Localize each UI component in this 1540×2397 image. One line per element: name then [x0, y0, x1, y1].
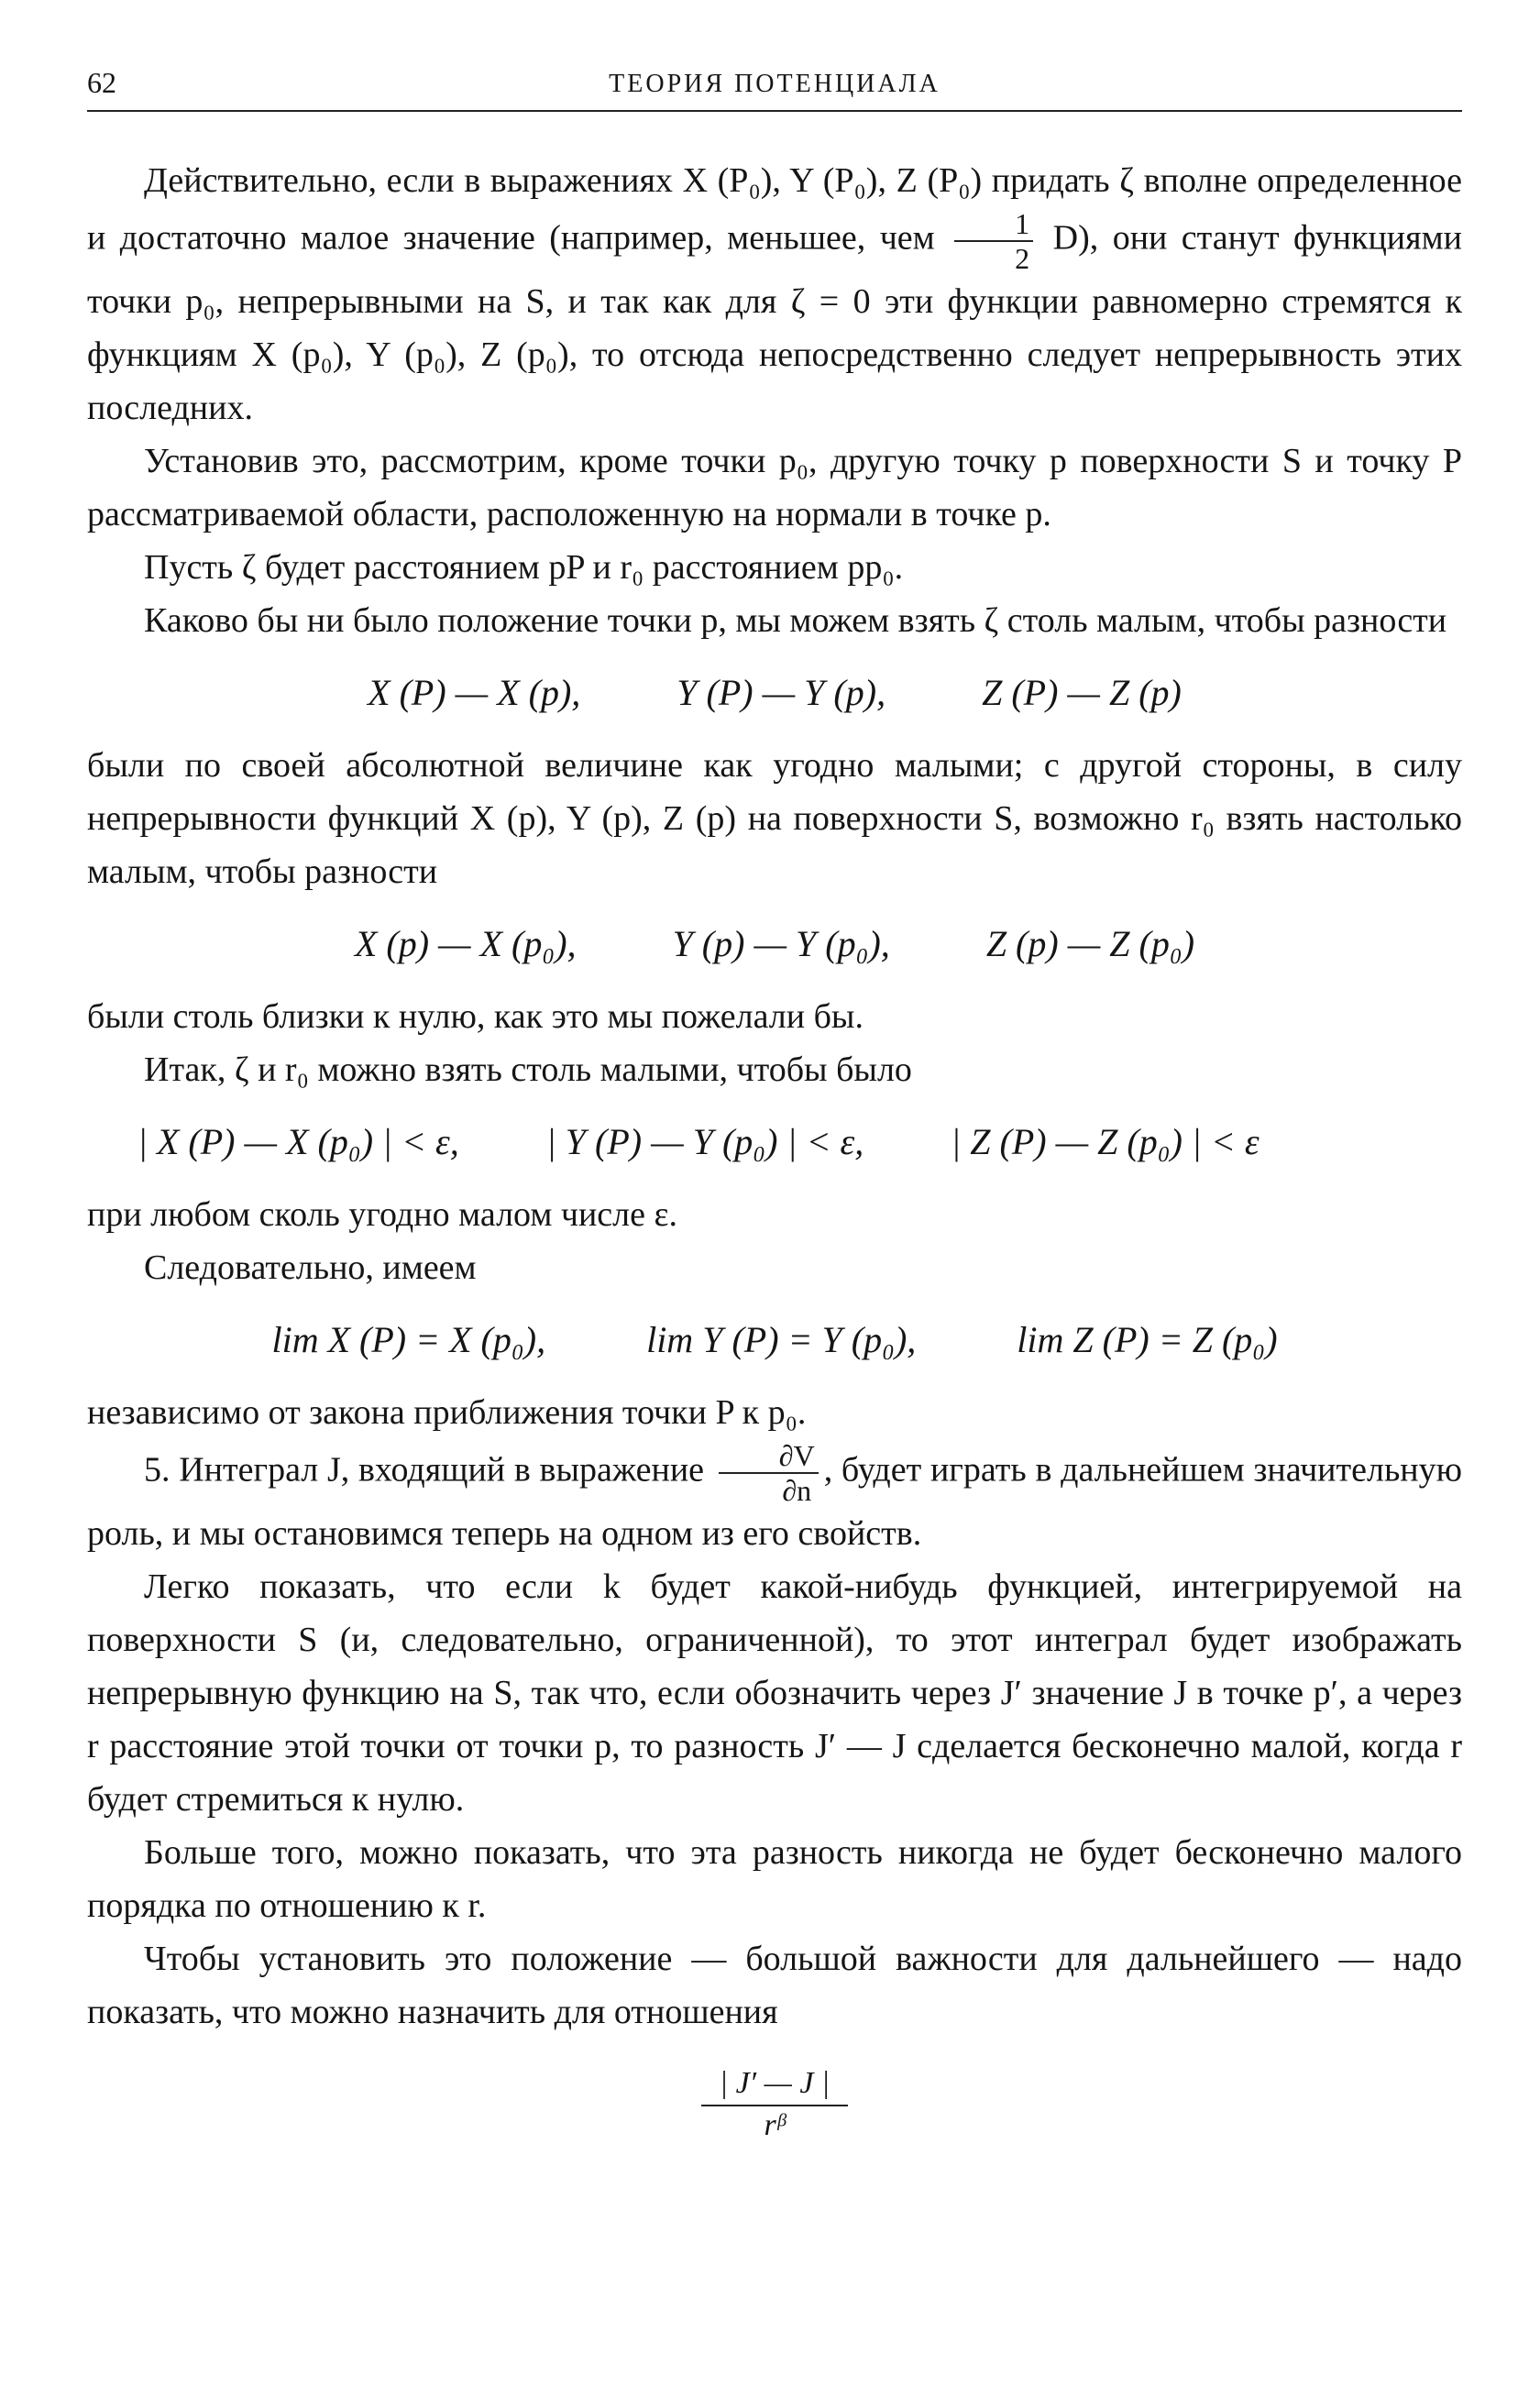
equation-differences-2: X (p) — X (p₀), Y (p) — Y (p₀), Z (p) — Z (p₀): [354, 923, 1195, 964]
equation-differences-1: X (P) — X (p), Y (P) — Y (p), Z (P) — Z (p): [368, 672, 1182, 713]
paragraph-any-epsilon: при любом сколь угодно малом числе ε.: [87, 1195, 677, 1234]
running-title: ТЕОРИЯ ПОТЕНЦИАЛА: [609, 70, 940, 98]
paragraph-consequently: Следовательно, имеем: [144, 1248, 477, 1287]
page-body: [87, 154, 1462, 2143]
paragraph-distances: Пусть ζ будет расстоянием pP и r₀ расстоянием pp₀.: [144, 548, 904, 587]
page-number: 62: [87, 66, 116, 99]
paragraph-thus: Итак, ζ и r₀ можно взять столь малыми, чтобы было: [144, 1050, 912, 1089]
paragraph-independent: независимо от закона приближения точки P к p₀.: [87, 1393, 807, 1432]
fraction-dv-dn: $\frac{\partial V}{\partial n}$: [719, 1439, 819, 1507]
paragraph-close-to-zero: были столь близки к нулю, как это мы пожелали бы.: [87, 997, 864, 1036]
paragraph-text: Действительно, если в выражениях X (P₀), Y (P₀), Z (P₀) придать ζ вполне определенное и достаточно малое значение (например, меньшее, чем: [87, 161, 1462, 258]
paragraph-small-zeta: Каково бы ни было положение точки p, мы можем взять ζ столь малым, чтобы разности: [144, 601, 1447, 640]
equation-limits: lim X (P) = X (p₀), lim Y (P) = Y (p₀), lim Z (P) = Z (p₀): [271, 1319, 1278, 1360]
paragraph-continuity: [87, 154, 1462, 434]
equation-epsilon-bounds: | X (P) — X (p₀) | < ε, | Y (P) — Y (p₀) | < ε, | Z (P) — Z (p₀) | < ε: [138, 1121, 1260, 1162]
paragraph-to-establish: Чтобы установить это положение — большой важности для дальнейшего — надо показать, что можно назначить для отношения: [87, 1940, 1462, 2031]
paragraph-section-5: 5. Интеграл J, входящий в выражение $\frac{\partial V}{\partial n}$ , будет играть в дальнейшем значительную роль, и мы остановимся теперь на одном из его свойств.: [87, 1439, 1463, 1553]
paragraph-setup: Установив это, рассмотрим, кроме точки p₀, другую точку p поверхности S и точку P рассматриваемой области, расположенную на нормали в точке p.: [87, 442, 1462, 533]
page-header: [87, 62, 1462, 112]
final-fraction-denominator: rᵝ: [764, 2108, 786, 2142]
paragraph-moreover: Больше того, можно показать, что эта разность никогда не будет бесконечно малого порядка по отношению к r.: [87, 1833, 1462, 1925]
paragraph-easy-to-show: Легко показать, что если k будет какой-нибудь функцией, интегрируемой на поверхности S (и, следовательно, ограниченной), то этот интеграл будет изображать непрерывную функцию на S, так что, если обозначить через J′ значение J в точке p′, а через r расстояние этой точки от точки p, то разность J′ — J сделается бесконечно малой, когда r будет стремиться к нулю.: [87, 1567, 1462, 1819]
paragraph-text: они станут функциями точки p₀, непрерывными на S, и так как для ζ = 0 эти функции равномерно стремятся к функциям X (p₀), Y (p₀), Z (p₀), то отсюда непосредственно следует непрерывность этих последних.: [87, 218, 1463, 427]
paragraph-continuity-functions: были по своей абсолютной величине как угодно малыми; с другой стороны, в силу непрерывности функций X (p), Y (p), Z (p) на поверхности S, возможно r₀ взять настолько малым, чтобы разности: [87, 746, 1462, 891]
fraction-one-half: $\frac{1}{2}$: [954, 207, 1033, 275]
paragraph-text: D),: [1052, 218, 1099, 258]
final-fraction-numerator: | J′ — J |: [701, 2066, 849, 2106]
final-fraction: [87, 2066, 1462, 2143]
